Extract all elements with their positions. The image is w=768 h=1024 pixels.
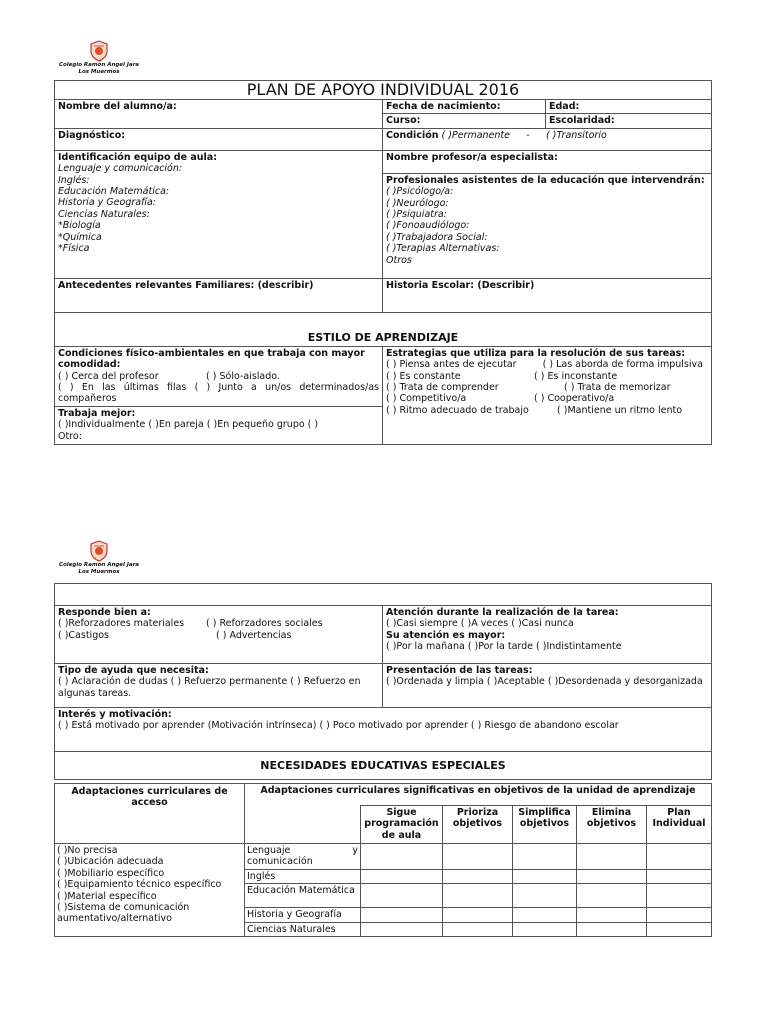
table-cell[interactable] xyxy=(443,884,513,908)
table-cell[interactable] xyxy=(513,844,577,870)
access-option[interactable]: ( )No precisa xyxy=(57,845,118,856)
strategy-option[interactable]: ( ) Es constante xyxy=(386,370,461,382)
strategy-option[interactable]: ( ) Competitivo/a xyxy=(386,393,467,405)
table-cell[interactable] xyxy=(647,908,712,922)
professional-option[interactable]: ( )Fonoaudiólogo: xyxy=(386,220,470,232)
form-title: PLAN DE APOYO INDIVIDUAL 2016 xyxy=(55,81,712,100)
nee-heading: NECESIDADES EDUCATIVAS ESPECIALES xyxy=(55,752,712,780)
attention-options[interactable]: ( )Casi siempre ( )A veces ( )Casi nunca xyxy=(386,618,574,630)
table-cell[interactable] xyxy=(577,844,647,870)
spacer xyxy=(55,312,712,330)
interest-motivation-field[interactable] xyxy=(55,708,712,752)
responds-option[interactable]: ( )Reforzadores materiales xyxy=(58,618,185,630)
student-name-field[interactable]: Nombre del alumno/a: xyxy=(55,100,383,129)
near-teacher-option[interactable]: ( ) Cerca del profesor xyxy=(58,370,159,382)
comfort-conditions-field[interactable] xyxy=(55,347,382,407)
strategies-title: Estrategias que utiliza para la resolución de sus tareas: xyxy=(386,347,686,359)
diagnosis-field[interactable]: Diagnóstico: xyxy=(55,128,383,150)
table-cell[interactable] xyxy=(513,869,577,883)
professional-option[interactable]: ( )Terapias Alternativas: xyxy=(386,243,500,255)
school-city: Los Muermos xyxy=(78,569,120,575)
condition-separator: - xyxy=(526,129,530,141)
strategy-option[interactable]: ( ) Piensa antes de ejecutar xyxy=(386,359,517,371)
schooling-field[interactable]: Escolaridad: xyxy=(546,114,712,128)
condition-label: Condición xyxy=(386,129,439,141)
family-background-field[interactable]: Antecedentes relevantes Familiares: (describir) xyxy=(55,278,383,312)
table-cell[interactable] xyxy=(577,908,647,922)
help-type-options[interactable]: ( ) Aclaración de dudas ( ) Refuerzo permanente ( ) Refuerzo en algunas tareas. xyxy=(58,676,361,699)
condition-field[interactable] xyxy=(383,128,712,150)
attention-title: Atención durante la realización de la tarea: xyxy=(386,607,619,618)
access-option[interactable]: ( )Ubicación adecuada xyxy=(57,856,164,868)
subject-header-blank xyxy=(245,806,361,844)
strategy-row xyxy=(386,382,708,393)
works-best-field[interactable] xyxy=(55,407,382,443)
back-rows-option[interactable]: ( ) En las últimas filas ( ) Junto a un/os determinados/as compañeros xyxy=(58,382,379,405)
help-type-field[interactable] xyxy=(55,664,383,708)
team-item: Historia y Geografía: xyxy=(58,197,157,209)
classroom-team-title: Identificación equipo de aula: xyxy=(58,151,217,163)
strategy-option[interactable]: ( ) Cooperativo/a xyxy=(534,393,615,405)
school-crest-icon xyxy=(88,540,110,562)
strategy-option[interactable]: ( )Mantiene un ritmo lento xyxy=(557,404,683,416)
team-item: Lenguaje y comunicación: xyxy=(58,163,183,175)
table-cell[interactable] xyxy=(361,908,443,922)
strategy-option[interactable]: ( ) Trata de memorizar xyxy=(564,382,671,394)
comfort-option-row xyxy=(58,371,379,382)
table-cell[interactable] xyxy=(647,844,712,870)
plan-form-page2 xyxy=(54,583,712,780)
access-option[interactable]: ( )Mobiliario específico xyxy=(57,867,165,879)
subject-cell: Educación Matemática xyxy=(245,884,361,908)
works-best-other[interactable]: Otro: xyxy=(58,430,82,442)
table-cell[interactable] xyxy=(361,884,443,908)
column-header: Elimina objetivos xyxy=(577,806,647,844)
access-option[interactable]: ( )Equipamiento técnico específico xyxy=(57,879,222,891)
blank-header-row xyxy=(55,584,712,606)
comfort-conditions-title: Condiciones físico-ambientales en que trabaja con mayor comodidad: xyxy=(58,347,365,371)
task-presentation-field[interactable] xyxy=(383,664,712,708)
professionals-field[interactable] xyxy=(383,174,711,267)
help-type-title: Tipo de ayuda que necesita: xyxy=(58,665,209,676)
responds-to-title: Responde bien a: xyxy=(58,607,151,618)
attention-best-title: Su atención es mayor: xyxy=(386,629,506,641)
table-cell[interactable] xyxy=(647,884,712,908)
strategy-option[interactable]: ( ) Es inconstante xyxy=(534,370,618,382)
school-crest-icon xyxy=(88,40,110,62)
age-field[interactable]: Edad: xyxy=(546,100,712,114)
adaptations-table xyxy=(54,783,712,937)
learning-style-heading: ESTILO DE APRENDIZAJE xyxy=(55,330,712,346)
subject-cell: Historia y Geografía xyxy=(245,908,361,922)
professional-option[interactable]: Otros xyxy=(386,254,412,266)
table-cell[interactable] xyxy=(577,884,647,908)
strategy-row xyxy=(386,405,708,416)
table-cell[interactable] xyxy=(361,869,443,883)
table-cell[interactable] xyxy=(513,922,577,936)
team-item: Educación Matemática: xyxy=(58,186,170,198)
school-history-field[interactable]: Historia Escolar: (Describir) xyxy=(383,278,712,312)
school-logo xyxy=(54,540,144,576)
specialist-teacher-field[interactable]: Nombre profesor/a especialista: xyxy=(383,151,711,174)
team-item: Ciencias Naturales: xyxy=(58,208,150,220)
attention-field[interactable] xyxy=(383,606,712,664)
responds-to-field[interactable] xyxy=(55,606,383,664)
table-cell[interactable] xyxy=(443,869,513,883)
strategies-section[interactable] xyxy=(383,346,712,444)
responds-row xyxy=(58,630,379,641)
team-item: *Química xyxy=(58,231,102,243)
interest-motivation-options[interactable]: ( ) Está motivado por aprender (Motivación intrínseca) ( ) Poco motivado por aprender ( ) Riesgo de abandono escolar xyxy=(58,720,619,732)
column-header: Sigue programación de aula xyxy=(361,806,443,844)
team-item: Inglés: xyxy=(58,174,90,186)
team-item: *Física xyxy=(58,243,90,255)
birth-date-field[interactable]: Fecha de nacimiento: xyxy=(383,100,546,114)
table-cell[interactable] xyxy=(647,922,712,936)
subject-cell: Ciencias Naturales xyxy=(245,922,361,936)
table-cell[interactable] xyxy=(443,922,513,936)
access-option[interactable]: ( )Sistema de comunicación aumentativo/alternativo xyxy=(57,902,190,925)
table-cell[interactable] xyxy=(513,884,577,908)
task-presentation-title: Presentación de las tareas: xyxy=(386,665,533,676)
strategy-option[interactable]: ( ) Trata de comprender xyxy=(386,382,499,394)
professionals-title: Profesionales asistentes de la educación que intervendrán: xyxy=(386,174,705,186)
table-cell[interactable] xyxy=(513,908,577,922)
responds-option[interactable]: ( ) Reforzadores sociales xyxy=(206,618,323,630)
subject-cell: Inglés xyxy=(245,869,361,883)
professional-option[interactable]: ( )Trabajadora Social: xyxy=(386,231,488,243)
column-header: Simplifica objetivos xyxy=(513,806,577,844)
table-cell[interactable] xyxy=(443,844,513,870)
interest-motivation-title: Interés y motivación: xyxy=(58,709,172,720)
table-cell[interactable] xyxy=(443,908,513,922)
strategy-row xyxy=(386,359,708,370)
environment-conditions-section xyxy=(55,346,383,444)
strategy-option[interactable]: ( ) Las aborda de forma impulsiva xyxy=(542,359,703,371)
classroom-team-section[interactable] xyxy=(55,150,383,278)
access-option[interactable]: ( )Material específico xyxy=(57,890,157,902)
team-item: *Biología xyxy=(58,220,101,232)
school-city: Los Muermos xyxy=(78,69,120,75)
school-logo xyxy=(54,40,144,76)
significant-adaptations-header: Adaptaciones curriculares significativas en objetivos de la unidad de aprendizaje xyxy=(245,784,712,806)
table-cell[interactable] xyxy=(361,844,443,870)
strategy-option[interactable]: ( ) Ritmo adecuado de trabajo xyxy=(386,404,529,416)
plan-form-page1 xyxy=(54,80,712,445)
condition-transitory-option[interactable]: ( )Transitorio xyxy=(546,129,607,141)
responds-row xyxy=(58,618,379,629)
school-name: Colegio Ramón Angel Jara xyxy=(58,562,140,568)
strategy-row xyxy=(386,393,708,404)
subject-cell: Lenguaje y comunicación xyxy=(245,844,361,870)
professional-option[interactable]: ( )Neurólogo: xyxy=(386,197,449,209)
column-header: Plan Individual xyxy=(647,806,712,844)
table-cell[interactable] xyxy=(361,922,443,936)
task-presentation-options[interactable]: ( )Ordenada y limpia ( )Aceptable ( )Desordenada y desorganizada xyxy=(386,676,703,688)
access-adaptations-header: Adaptaciones curriculares de acceso xyxy=(55,784,245,844)
professional-option[interactable]: ( )Psiquiatra: xyxy=(386,209,447,221)
responds-option[interactable]: ( )Castigos xyxy=(58,629,109,641)
works-best-title: Trabaja mejor: xyxy=(58,407,136,419)
responds-option[interactable]: ( ) Advertencias xyxy=(216,629,292,641)
specialists-section xyxy=(383,150,712,278)
table-cell[interactable] xyxy=(647,869,712,883)
strategy-row xyxy=(386,371,708,382)
access-adaptations-list[interactable] xyxy=(55,844,245,937)
table-cell[interactable] xyxy=(577,922,647,936)
condition-permanent-option[interactable]: ( )Permanente xyxy=(441,129,510,141)
table-cell[interactable] xyxy=(577,869,647,883)
alone-option[interactable]: ( ) Sólo-aislado. xyxy=(206,370,280,382)
school-name: Colegio Ramón Angel Jara xyxy=(58,62,140,68)
attention-best-options[interactable]: ( )Por la mañana ( )Por la tarde ( )Indistintamente xyxy=(386,641,622,653)
professional-option[interactable]: ( )Psicólogo/a: xyxy=(386,186,454,198)
course-field[interactable]: Curso: xyxy=(383,114,546,128)
column-header: Prioriza objetivos xyxy=(443,806,513,844)
works-best-options[interactable]: ( )Individualmente ( )En pareja ( )En pequeño grupo ( ) xyxy=(58,419,319,431)
